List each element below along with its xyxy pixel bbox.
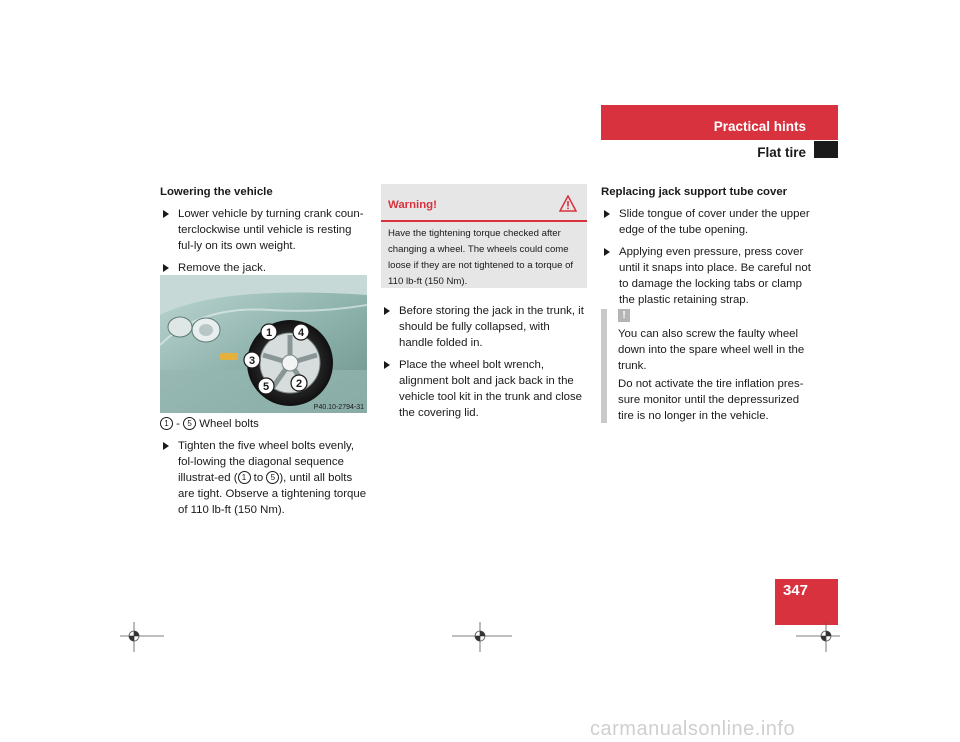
bullet-text: Slide tongue of cover under the upper edge of the tube opening.: [619, 208, 810, 236]
callout-5: 5: [262, 381, 270, 393]
warning-header: [381, 184, 587, 222]
middle-column: [381, 303, 587, 427]
callout-3: 3: [248, 355, 256, 367]
warning-label: Warning!: [388, 199, 437, 211]
inline-number-1: 1: [238, 471, 251, 484]
crop-mark-icon: [452, 622, 512, 652]
note-bar: [601, 309, 607, 423]
bullet-text: Lower vehicle by turning crank coun-terclockwise until vehicle is resting ful-ly on its own weight.: [178, 208, 364, 252]
callout-1: 1: [265, 327, 273, 339]
note-exclamation-icon: !: [618, 309, 630, 322]
page-number: 347: [782, 582, 808, 599]
replacing-heading: Replacing jack support tube cover: [601, 186, 788, 198]
figure-code: P40.10-2794-31: [313, 404, 364, 411]
figure-caption: [160, 416, 367, 432]
caption-text: Wheel bolts: [196, 418, 259, 430]
warning-box: [381, 184, 587, 288]
arrow-bullet-icon: [604, 248, 610, 256]
bullet-text: Applying even pressure, press cover until it snaps into place. Be careful not to damage the locking tabs or clamp the plastic retaining strap.: [619, 246, 811, 306]
section-title: Practical hints: [713, 119, 806, 134]
wheel-bolts-figure: [160, 275, 367, 413]
watermark: carmanualsonline.info: [590, 718, 796, 740]
caption-sep: -: [173, 418, 184, 430]
caption-end-number: 5: [183, 417, 196, 430]
subsection-title: Flat tire: [757, 145, 806, 160]
bullet-text-a: Tighten the five wheel bolts evenly, fol-lowing the diagonal sequence illustrat-ed (: [178, 440, 355, 484]
bullet-text-mid: to: [250, 472, 267, 484]
arrow-bullet-icon: [384, 307, 390, 315]
arrow-bullet-icon: [163, 442, 169, 450]
thumb-tab: [814, 141, 838, 158]
list-item: [381, 303, 587, 351]
inline-number-5: 5: [266, 471, 279, 484]
left-column-lower: [160, 416, 367, 524]
lowering-heading: Lowering the vehicle: [160, 186, 273, 198]
arrow-bullet-icon: [163, 264, 169, 272]
note-paragraph-1: You can also screw the faulty wheel down into the spare wheel well in the trunk.: [618, 328, 805, 372]
list-item: [160, 260, 367, 276]
list-item: [601, 244, 811, 308]
arrow-bullet-icon: [604, 210, 610, 218]
arrow-bullet-icon: [163, 210, 169, 218]
list-item: [601, 206, 811, 238]
warning-text: Have the tightening torque checked after changing a wheel. The wheels could come loose if they are not tightened to a torque of 110 lb-ft (150 Nm).: [388, 228, 574, 287]
note-paragraph-2: Do not activate the tire inflation pres-sure monitor until the depressurized tire is no longer in the vehicle.: [618, 378, 804, 422]
callout-2: 2: [295, 378, 303, 390]
bullet-text: Remove the jack.: [178, 262, 266, 274]
left-column: [160, 184, 367, 282]
crop-mark-icon: [796, 622, 840, 652]
warning-triangle-icon: [559, 195, 577, 212]
bullet-text: Place the wheel bolt wrench, alignment bolt and jack back in the vehicle tool kit in the trunk and close the covering lid.: [399, 359, 582, 419]
list-item: [160, 438, 367, 518]
list-item: [160, 206, 367, 254]
list-item: [381, 357, 587, 421]
bullet-text: Before storing the jack in the trunk, it should be fully collapsed, with handle folded in.: [399, 305, 584, 349]
note-text: [618, 326, 811, 424]
callout-4: 4: [297, 327, 305, 339]
bullet-text-b: ), until all bolts are tight. Observe a tightening torque of 110 lb-ft (150 Nm).: [178, 472, 367, 516]
caption-start-number: 1: [160, 417, 173, 430]
arrow-bullet-icon: [384, 361, 390, 369]
crop-mark-icon: [120, 622, 164, 652]
car-wheel-illustration: [160, 275, 367, 413]
right-column: [601, 184, 811, 314]
